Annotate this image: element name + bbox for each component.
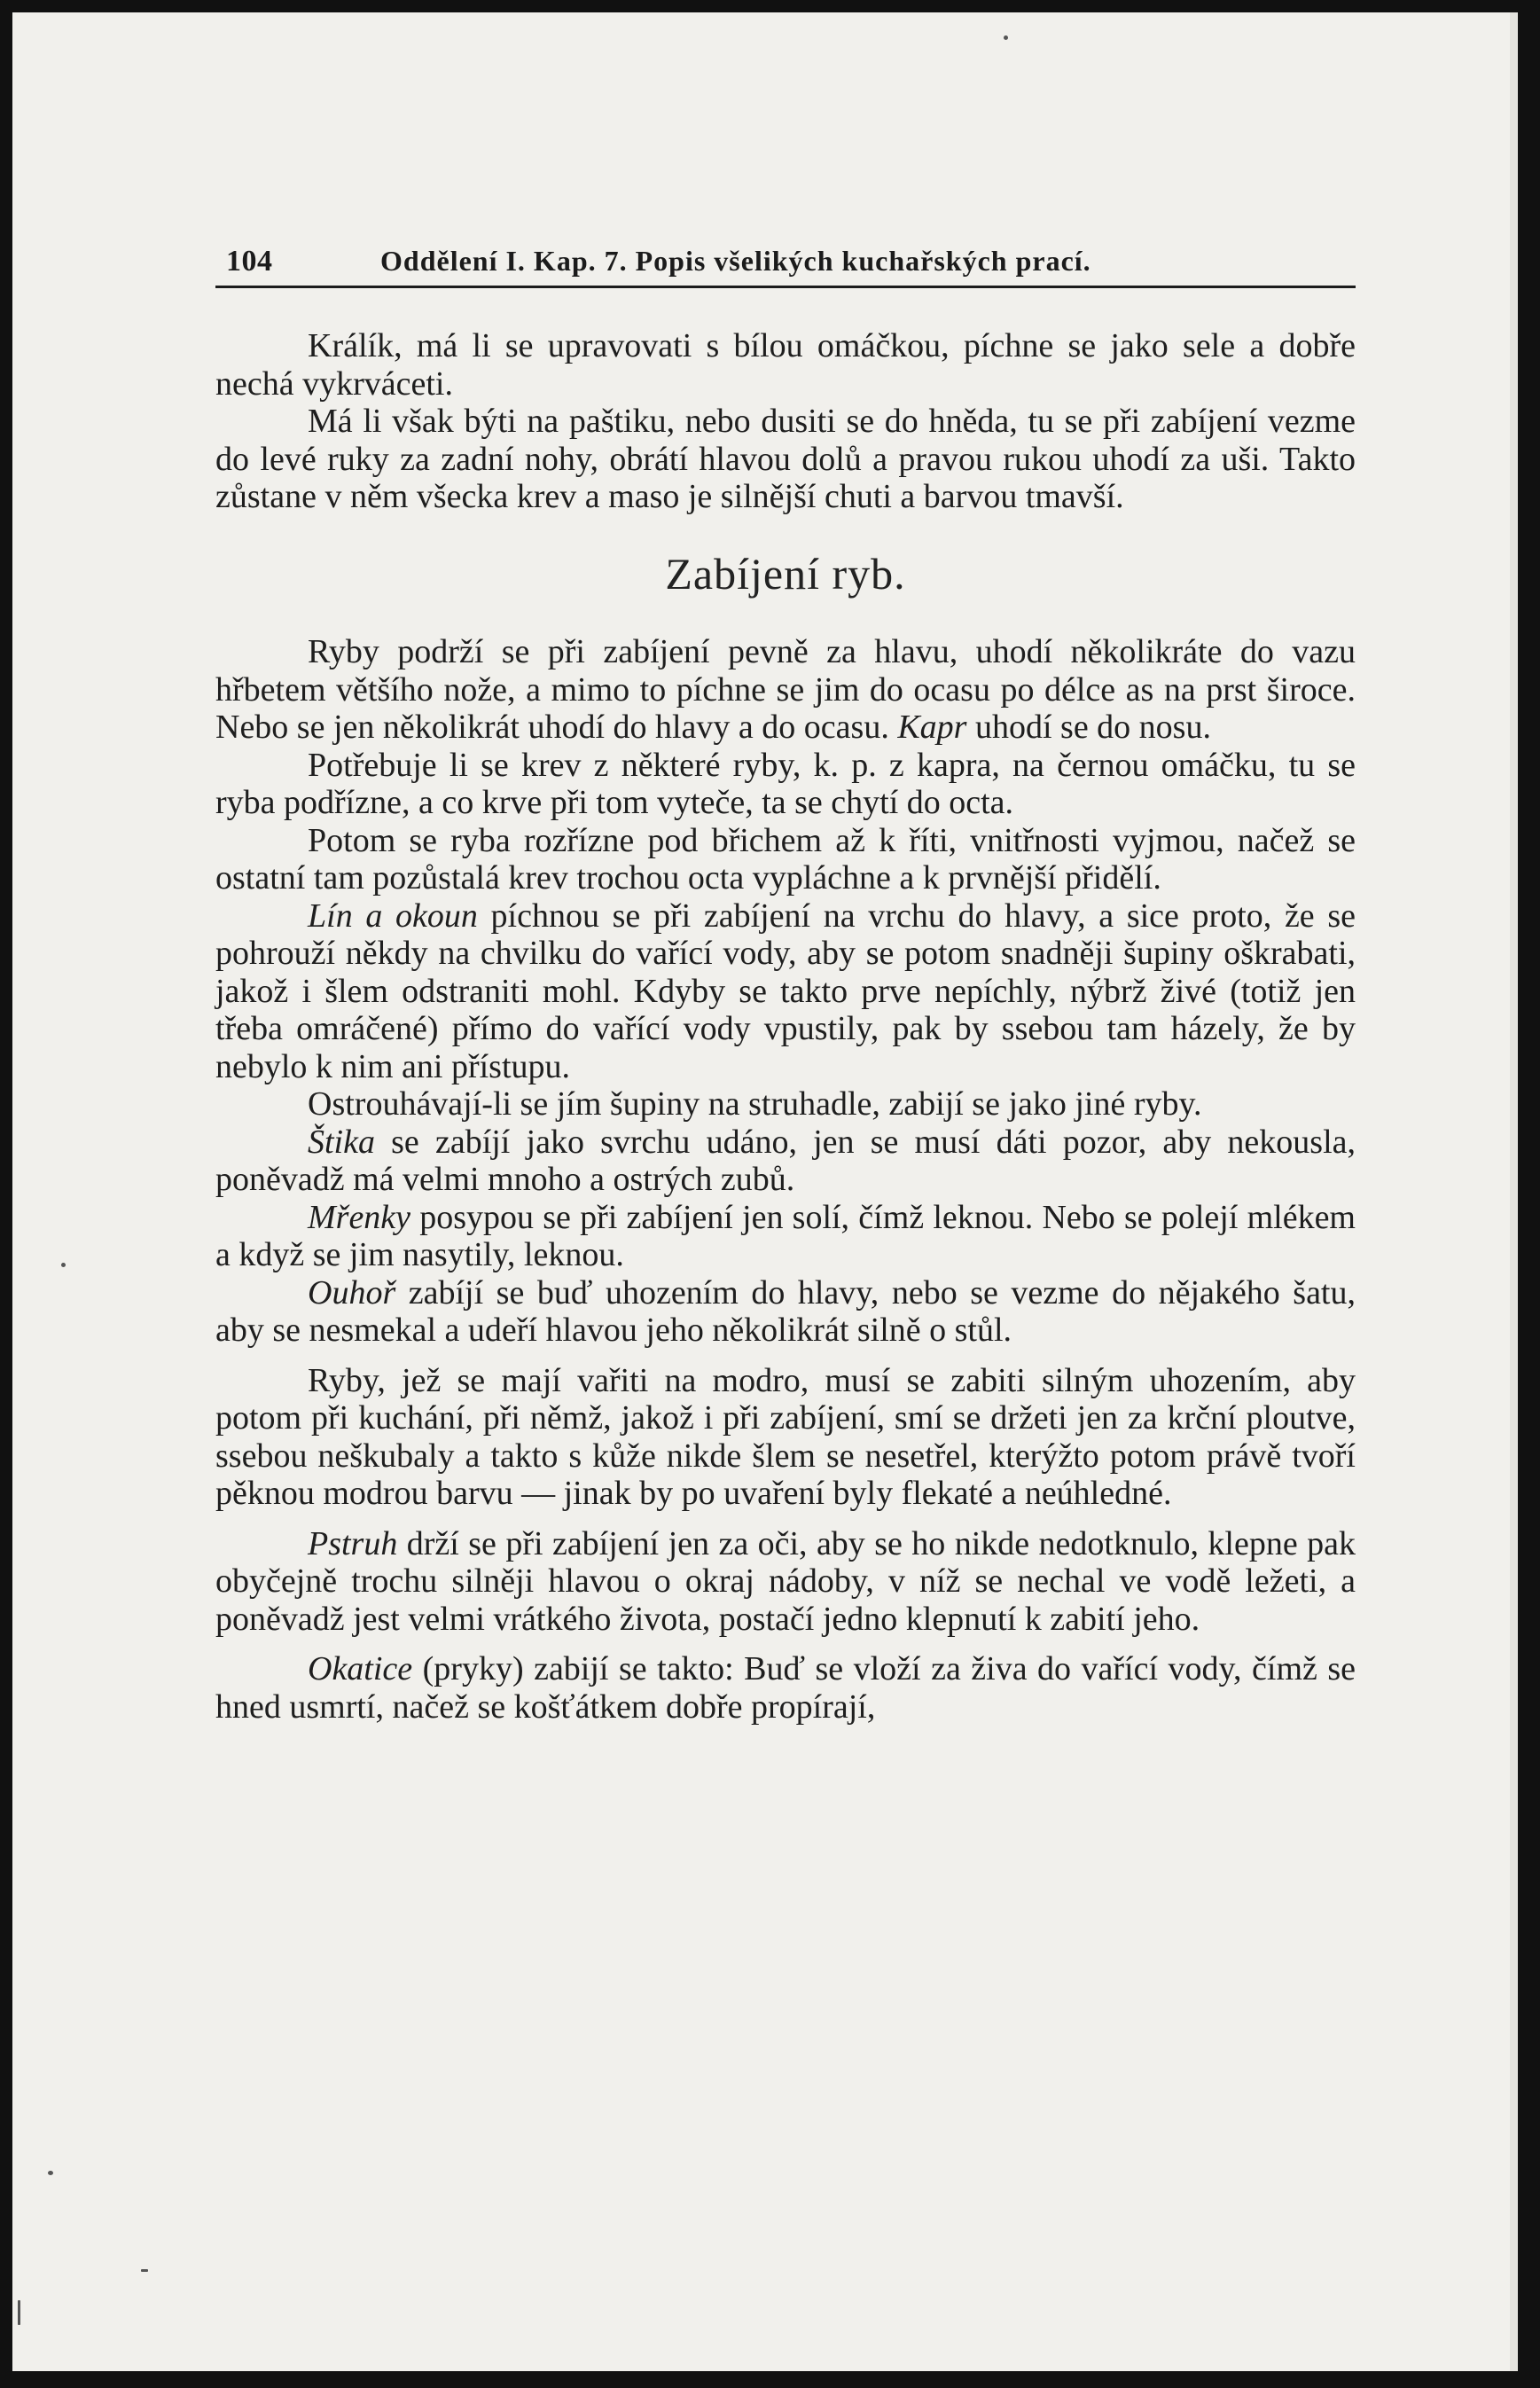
page-content bbox=[215, 239, 1356, 1726]
fish-paragraph bbox=[215, 1274, 1356, 1350]
paragraph-text: posypou se při zabíjení jen solí, čímž leknou. Nebo se polejí mlékem a když se jim nasytily, leknou. bbox=[215, 1198, 1356, 1273]
fish-name-kapr: Kapr bbox=[897, 709, 967, 746]
fish-paragraph bbox=[215, 897, 1356, 1086]
paragraph-text: Potom se ryba rozřízne pod břichem až k říti, vnitřnosti vyjmou, načež se ostatní tam pozůstalá krev trochou octa vypláchne a k prvnější přidělí. bbox=[215, 821, 1356, 896]
paragraph-text: Ostrouhávají-li se jím šupiny na struhadle, zabijí se jako jiné ryby. bbox=[308, 1085, 1202, 1123]
fish-name: Lín a okoun bbox=[308, 896, 478, 935]
scan-speck bbox=[1004, 35, 1008, 40]
running-title: Oddělení I. Kap. 7. Popis všelikých kuchařských prací. bbox=[380, 245, 1091, 277]
intro-paragraph: Králík, má li se upravovati s bílou omáčkou, píchne se jako sele a dobře nechá vykrváceti. bbox=[215, 327, 1356, 403]
scan-speck bbox=[141, 2269, 148, 2272]
page-edge-shadow bbox=[1510, 12, 1518, 2371]
fish-paragraph bbox=[215, 1085, 1356, 1124]
paragraph-text: uhodí se do nosu. bbox=[966, 709, 1211, 746]
paragraph-text: drží se při zabíjení jen za oči, aby se ho nikde nedotknulo, klepne pak obyčejně trochu silněji hlavou o okraj nádoby, v níž se nechal ve vodě ležeti, a poněvadž jest velmi vrátkého života, postačí jedno klepnutí k zabití jeho. bbox=[215, 1524, 1356, 1638]
intro-paragraph: Má li však býti na paštiku, nebo dusiti se do hněda, tu se při zabíjení vezme do levé ruky za zadní nohy, obrátí hlavou dolů a pravou rukou uhodí za uši. Takto zůstane v něm všecka krev a maso je silnější chuti a barvou tmavší. bbox=[215, 403, 1356, 515]
fish-name: Mřenky bbox=[308, 1198, 411, 1236]
paragraph-text: Potřebuje li se krev z některé ryby, k. p. z kapra, na černou omáčku, tu se ryba podřízne, a co krve při tom vyteče, ta se chytí do octa. bbox=[215, 746, 1356, 821]
paragraph-text: se zabíjí jako svrchu udáno, jen se musí dáti pozor, aby nekousla, poněvadž má velmi mnoho a ostrých zubů. bbox=[215, 1123, 1356, 1198]
scanned-page bbox=[12, 12, 1518, 2371]
paragraph-text: (pryky) zabijí se takto: Buď se vloží za živa do vařící vody, čímž se hned usmrtí, načež se košťátkem dobře propírají, bbox=[215, 1650, 1356, 1726]
scan-speck bbox=[48, 2171, 53, 2175]
fish-name: Okatice bbox=[308, 1650, 413, 1687]
fish-paragraph bbox=[215, 747, 1356, 822]
fish-paragraph bbox=[215, 1124, 1356, 1199]
fish-name: Štika bbox=[308, 1123, 375, 1161]
page-number: 104 bbox=[226, 245, 273, 278]
fish-paragraph bbox=[215, 1525, 1356, 1639]
scan-speck bbox=[18, 2300, 20, 2325]
paragraph-text: Ryby, jež se mají vařiti na modro, musí se zabiti silným uhozením, aby potom při kuchání, při němž, jakož i při zabíjení, smí se držeti jen za krční ploutve, ssebou neškubaly a takto s kůže nikde šlem se nesetřel, kterýžto potom právě tvoří pěknou modrou barvu — jinak by po uvaření byly flekaté a neúhledné. bbox=[215, 1361, 1356, 1512]
section-heading: Zabíjení ryb. bbox=[665, 548, 906, 599]
fish-paragraph bbox=[215, 633, 1356, 747]
fish-paragraph bbox=[215, 1199, 1356, 1274]
fish-paragraph bbox=[215, 1650, 1356, 1726]
fish-name: Pstruh bbox=[308, 1524, 398, 1562]
paragraph-text: píchnou se při zabíjení na vrchu do hlavy, a sice proto, že se pohrouží někdy na chvilku do vařící vody, aby se potom snadněji šupiny oškrabati, jakož i šlem odstraniti mohl. Kdyby se takto prve nepíchly, nýbrž živé (totiž jen třeba omráčené) přímo do vařící vody vpustily, pak by ssebou tam házely, že by nebylo k nim ani přístupu. bbox=[215, 896, 1356, 1085]
fish-paragraph bbox=[215, 1362, 1356, 1513]
scan-speck bbox=[61, 1263, 66, 1267]
paragraph-text: zabíjí se buď uhozením do hlavy, nebo se vezme do nějakého šatu, aby se nesmekal a udeří hlavou jeho několikrát silně o stůl. bbox=[215, 1273, 1356, 1349]
running-header bbox=[215, 239, 1356, 288]
fish-name: Ouhoř bbox=[308, 1273, 396, 1311]
fish-paragraph bbox=[215, 822, 1356, 897]
paragraph-text: Ryby podrží se při zabíjení pevně za hlavu, uhodí několikráte do vazu hřbetem většího nože, a mimo to píchne se jim do ocasu po délce as na prst široce. Nebo se jen několikrát uhodí do hlavy a do ocasu. bbox=[215, 633, 1356, 746]
body-text bbox=[215, 327, 1356, 1726]
